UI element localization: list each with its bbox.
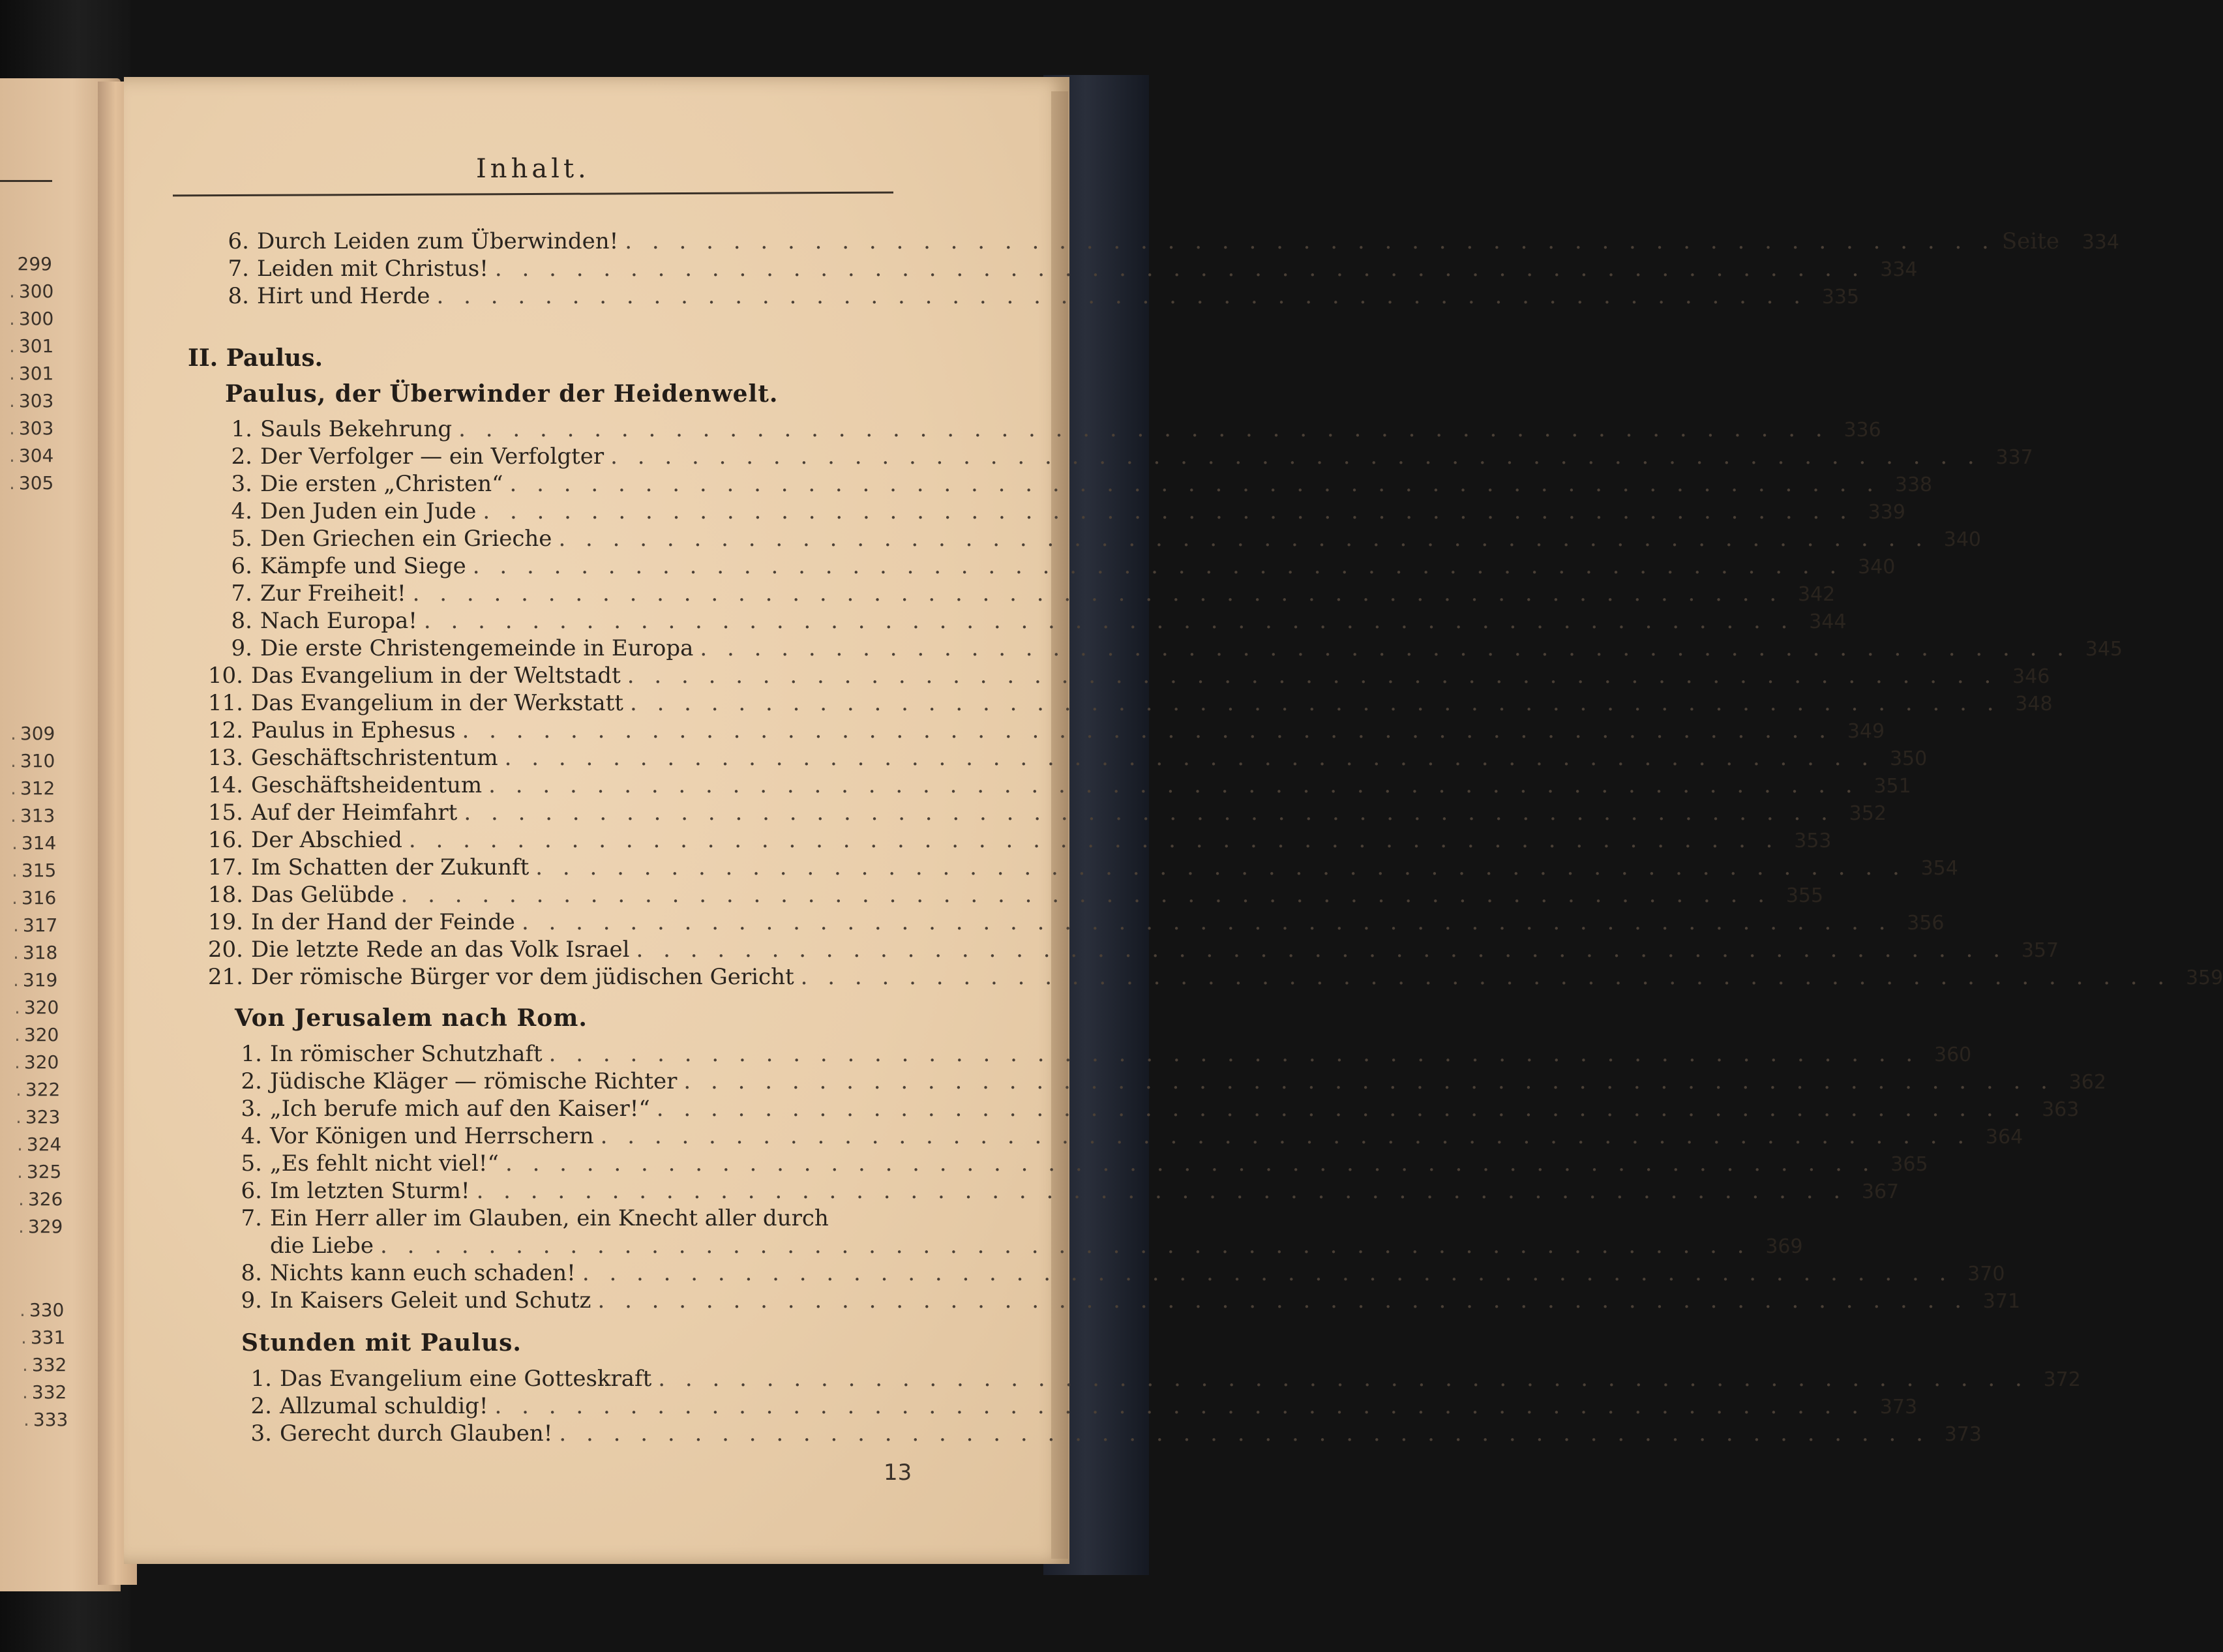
entry-title: Nach Europa!: [260, 608, 417, 634]
leader-dots: . . . . . . . . . . . . . . . . . . . . . . . . . . . . . . . . . . . . . . . . . . . . . . . . . . .: [505, 1150, 1876, 1177]
left-page-number-text: 325: [26, 1161, 62, 1182]
toc-entry: [212, 498, 1905, 527]
entry-number: 2.: [231, 443, 252, 470]
leader-dots: . . . . . . . . . . . . . . . . . . . . . . . . . . . . . . . . . . . . . . . . . . . . . . . . . . .: [504, 745, 1875, 771]
entry-title: Der Verfolger — ein Verfolgter: [260, 443, 604, 470]
toc-entry: [222, 1150, 1928, 1179]
entry-number: 11.: [207, 690, 243, 716]
leader-dot: .: [12, 887, 18, 909]
leader-dots: . . . . . . . . . . . . . . . . . . . . . . . . . . . . . . . . . . . . . . . . . . . . . . . . . . .: [476, 1178, 1847, 1204]
entry-title: Jüdische Kläger — römische Richter: [270, 1068, 678, 1094]
leader-dot: .: [14, 997, 20, 1018]
entry-title: Geschäftschristentum: [251, 745, 498, 771]
entry-page: 362: [2068, 1071, 2106, 1094]
left-page-number-text: 315: [21, 860, 57, 881]
left-page-number-text: 319: [22, 969, 58, 991]
leader-dot: .: [9, 472, 15, 494]
leader-dots: . . . . . . . . . . . . . . . . . . . . . . . . . . . . . . . . . . . . . . . . . . . . . . . . . . .: [509, 471, 1881, 497]
left-page-number-text: 300: [18, 280, 54, 302]
entry-page: 363: [2042, 1098, 2080, 1121]
toc-entry: [203, 854, 1958, 883]
entry-number: 10.: [207, 663, 243, 689]
leader-dot: .: [14, 1024, 20, 1045]
toc-entry: [212, 416, 1881, 445]
entry-number: 20.: [207, 937, 243, 963]
left-page-number-text: 310: [20, 750, 55, 772]
leader-dot: .: [13, 942, 19, 963]
entry-title: Die erste Christengemeinde in Europa: [260, 635, 694, 661]
leader-dot: .: [9, 335, 15, 357]
entry-page: 338: [1894, 473, 1933, 496]
left-page-number-text: 313: [20, 805, 55, 826]
leader-dot: .: [17, 1134, 23, 1155]
entry-title: Leiden mit Christus!: [257, 256, 488, 282]
leader-dots: . . . . . . . . . . . . . . . . . . . . . . . . . . . . . . . . . . . . . . . . . . . . . . . . . . .: [472, 553, 1843, 579]
leader-dot: .: [13, 914, 19, 936]
leader-dot: .: [12, 860, 18, 881]
leader-dot: .: [9, 390, 15, 412]
leader-dots: . . . . . . . . . . . . . . . . . . . . . . . . . . . . . . . . . . . . . . . . . . . . . . . . . . .: [494, 256, 1866, 282]
leader-dots: . . . . . . . . . . . . . . . . . . . . . . . . . . . . . . . . . . . . . . . . . . . . . . . . . . .: [629, 690, 2001, 716]
leader-dot: .: [16, 1106, 22, 1128]
leader-dots: . . . . . . . . . . . . . . . . . . . . . . . . . . . . . . . . . . . . . . . . . . . . . . . . . . .: [462, 717, 1833, 743]
toc-entry: [203, 800, 1887, 828]
entry-page: 349: [1847, 720, 1885, 743]
running-head: Inhalt.: [476, 154, 590, 184]
entry-number: 3.: [250, 1420, 272, 1447]
left-page-number-text: 326: [27, 1188, 63, 1210]
left-page-number-text: 320: [23, 1024, 59, 1045]
entry-page: 350: [1889, 747, 1928, 770]
entry-page: 373: [1879, 1396, 1918, 1419]
entry-title: In römischer Schutzhaft: [270, 1041, 543, 1067]
leader-dots: . . . . . . . . . . . . . . . . . . . . . . . . . . . . . . . . . . . . . . . . . . . . . . . . . . .: [582, 1260, 1953, 1286]
entry-page: 337: [1995, 446, 2033, 469]
entry-page: 367: [1861, 1180, 1900, 1203]
entry-title: In Kaisers Geleit und Schutz: [270, 1287, 591, 1314]
entry-number: 8.: [228, 283, 249, 309]
toc-entry: [203, 937, 2059, 965]
entry-number: 14.: [207, 772, 243, 798]
entry-page: 373: [1944, 1423, 1982, 1446]
leader-dots: . . . . . . . . . . . . . . . . . . . . . . . . . . . . . . . . . . . . . . . . . . . . . . . . . . .: [625, 228, 1995, 254]
entry-title: Zur Freiheit!: [260, 580, 406, 607]
left-page-number-text: 324: [26, 1134, 62, 1155]
entry-page: 371: [1982, 1290, 2021, 1313]
toc-entry: [209, 256, 1918, 284]
leader-dot: .: [10, 777, 16, 799]
toc-entry: [231, 1420, 1982, 1449]
entry-page: 335: [1821, 286, 1860, 308]
entry-title: Paulus in Ephesus: [251, 717, 456, 743]
left-page-number-text: 329: [27, 1216, 63, 1237]
entry-number: 3.: [231, 471, 252, 497]
toc-entry: [203, 663, 2050, 691]
toc-entry: [203, 964, 2223, 993]
entry-title: Auf der Heimfahrt: [251, 800, 458, 826]
leader-dots: . . . . . . . . . . . . . . . . . . . . . . . . . . . . . . . . . . . . . . . . . . . . . . . . . . .: [400, 882, 1772, 908]
entry-title: Sauls Bekehrung: [260, 416, 453, 442]
entry-number: 19.: [207, 909, 243, 935]
leader-dots: . . . . . . . . . . . . . . . . . . . . . . . . . . . . . . . . . . . . . . . . . . . . . . . . . . .: [600, 1123, 1971, 1149]
leader-dots: . . . . . . . . . . . . . . . . . . . . . . . . . . . . . . . . . . . . . . . . . . . . . . . . . . .: [683, 1068, 2054, 1094]
entry-title: „Ich berufe mich auf den Kaiser!“: [270, 1096, 650, 1122]
leader-dots: . . . . . . . . . . . . . . . . . . . . . . . . . . . . . . . . . . . . . . . . . . . . . . . . . . .: [597, 1287, 1969, 1314]
toc-entry: [222, 1068, 2106, 1097]
entry-page: 342: [1797, 583, 1836, 606]
entry-page: 365: [1890, 1153, 1928, 1176]
entry-number: 12.: [207, 717, 243, 743]
entry-page: 344: [1809, 610, 1847, 633]
left-page-number-text: 320: [23, 1051, 59, 1073]
left-page-number-text: 304: [18, 445, 54, 466]
leader-dots: . . . . . . . . . . . . . . . . . . . . . . . . . . . . . . . . . . . . . . . . . . . . . . . . . . .: [535, 854, 1906, 880]
entry-page: 364: [1985, 1126, 2023, 1149]
entry-number: 18.: [207, 882, 243, 908]
leader-dots: . . . . . . . . . . . . . . . . . . . . . . . . . . . . . . . . . . . . . . . . . . . . . . . . . . .: [656, 1096, 2027, 1122]
entry-number: 7.: [241, 1205, 262, 1231]
leader-dots: . . . . . . . . . . . . . . . . . . . . . . . . . . . . . . . . . . . . . . . . . . . . . . . . . . .: [548, 1041, 1920, 1067]
entry-page: 339: [1868, 501, 1905, 524]
entry-number: 6.: [228, 228, 249, 254]
left-page-number-text: 312: [20, 777, 55, 799]
toc-entry: [212, 635, 2123, 664]
page-number: 13: [884, 1460, 912, 1486]
entry-page: 356: [1907, 912, 1945, 935]
entry-number: 17.: [207, 854, 243, 880]
entry-number: 5.: [231, 526, 252, 552]
seite-label: Seite: [2001, 228, 2059, 254]
leader-dot: .: [14, 1051, 20, 1073]
entry-title: Hirt und Herde: [257, 283, 430, 309]
entry-number: 1.: [231, 416, 252, 442]
entry-title: die Liebe: [270, 1233, 374, 1259]
left-page-number-text: 305: [18, 472, 54, 494]
leader-dots: . . . . . . . . . . . . . . . . . . . . . . . . . . . . . . . . . . . . . . . . . . . . . . . . . . .: [464, 800, 1834, 826]
left-page-number-text: 314: [21, 832, 57, 854]
entry-page: 340: [1858, 556, 1896, 578]
toc-entry: [212, 580, 1836, 609]
entry-page: 360: [1933, 1044, 1972, 1066]
left-page-number-text: 330: [29, 1299, 65, 1321]
leader-dots: . . . . . . . . . . . . . . . . . . . . . . . . . . . . . . . . . . . . . . . . . . . . . . . . . . .: [658, 1366, 2029, 1392]
left-page-number-text: 303: [18, 417, 54, 439]
entry-number: 21.: [207, 964, 243, 990]
leader-dots: . . . . . . . . . . . . . . . . . . . . . . . . . . . . . . . . . . . . . . . . . . . . . . . . . . .: [636, 937, 2007, 963]
toc-entry: [203, 717, 1885, 746]
leader-dots: . . . . . . . . . . . . . . . . . . . . . . . . . . . . . . . . . . . . . . . . . . . . . . . . . . .: [627, 663, 1998, 689]
leader-dot: .: [10, 750, 16, 772]
entry-title: Geschäftsheidentum: [251, 772, 483, 798]
toc-entry: [209, 228, 2119, 257]
entry-number: 13.: [207, 745, 243, 771]
left-page-number-text: 301: [18, 335, 54, 357]
entry-title: Den Juden ein Jude: [260, 498, 477, 524]
left-page-number-text: 318: [22, 942, 58, 963]
leader-dots: . . . . . . . . . . . . . . . . . . . . . . . . . . . . . . . . . . . . . . . . . . . . . . . . . . .: [380, 1233, 1751, 1259]
left-page-number-text: 301: [18, 363, 54, 384]
toc-entry: [222, 1041, 1972, 1070]
entry-page: 346: [2012, 665, 2050, 688]
toc-entry: [222, 1233, 1803, 1261]
toc-entry: [222, 1178, 1900, 1207]
toc-entry: [212, 471, 1933, 500]
entry-title: Das Evangelium eine Gotteskraft: [280, 1366, 652, 1392]
left-page-number-text: 316: [21, 887, 57, 909]
section-title: Von Jerusalem nach Rom.: [235, 1004, 588, 1032]
entry-page: 334: [1880, 258, 1918, 281]
leader-dots: . . . . . . . . . . . . . . . . . . . . . . . . . . . . . . . . . . . . . . . . . . . . . . . . . . .: [488, 772, 1859, 798]
part-title: II. Paulus.: [188, 344, 323, 372]
leader-dots: . . . . . . . . . . . . . . . . . . . . . . . . . . . . . . . . . . . . . . . . . . . . . . . . . . .: [800, 964, 2171, 990]
entry-page: 334: [2081, 231, 2119, 254]
entry-title: Im letzten Sturm!: [270, 1178, 470, 1204]
leader-dots: . . . . . . . . . . . . . . . . . . . . . . . . . . . . . . . . . . . . . . . . . . . . . . . . . . .: [558, 526, 1930, 552]
leader-dot: .: [23, 1409, 29, 1430]
leader-dot: .: [21, 1327, 27, 1348]
toc-entry: [222, 1096, 2080, 1124]
left-page-number-text: 300: [18, 308, 54, 329]
toc-entry: [231, 1366, 2081, 1394]
entry-title: „Es fehlt nicht viel!“: [270, 1150, 499, 1177]
entry-number: 9.: [231, 635, 252, 661]
entry-page: 336: [1843, 419, 1881, 442]
entry-number: 8.: [231, 608, 252, 634]
entry-page: 340: [1943, 528, 1982, 551]
entry-number: 9.: [241, 1287, 262, 1314]
entry-number: 7.: [228, 256, 249, 282]
entry-number: 3.: [241, 1096, 262, 1122]
leader-dot: .: [9, 280, 15, 302]
leader-dots: . . . . . . . . . . . . . . . . . . . . . . . . . . . . . . . . . . . . . . . . . . . . . . . . . . .: [436, 283, 1808, 309]
entry-title: Allzumal schuldig!: [280, 1393, 488, 1419]
entry-page: 370: [1967, 1263, 2005, 1285]
leader-dots: . . . . . . . . . . . . . . . . . . . . . . . . . . . . . . . . . . . . . . . . . . . . . . . . . . .: [483, 498, 1853, 524]
toc-entry: [212, 526, 1982, 554]
leader-dots: . . . . . . . . . . . . . . . . . . . . . . . . . . . . . . . . . . . . . . . . . . . . . . . . . . .: [700, 635, 2070, 661]
leader-dots: . . . . . . . . . . . . . . . . . . . . . . . . . . . . . . . . . . . . . . . . . . . . . . . . . . .: [559, 1420, 1930, 1447]
left-page-number-text: 323: [25, 1106, 61, 1128]
entry-title: Vor Königen und Herrschern: [270, 1123, 594, 1149]
left-page-number-text: 322: [25, 1079, 61, 1100]
left-page-number-text: 332: [31, 1381, 67, 1403]
entry-title: Ein Herr aller im Glauben, ein Knecht aller durch: [270, 1205, 829, 1231]
entry-title: Gerecht durch Glauben!: [280, 1420, 553, 1447]
toc-entry: [231, 1393, 1918, 1422]
toc-entry: [222, 1123, 2023, 1152]
leader-dots: . . . . . . . . . . . . . . . . . . . . . . . . . . . . . . . . . . . . . . . . . . . . . . . . . . .: [423, 608, 1795, 634]
entry-title: Das Evangelium in der Werkstatt: [251, 690, 623, 716]
section-title: Paulus, der Überwinder der Heidenwelt.: [225, 380, 779, 408]
entry-number: 2.: [250, 1393, 272, 1419]
leader-dot: .: [9, 445, 15, 466]
entry-number: 2.: [241, 1068, 262, 1094]
toc-entry: [203, 882, 1824, 910]
section-title: Stunden mit Paulus.: [241, 1329, 522, 1357]
entry-number: 1.: [241, 1041, 262, 1067]
entry-page: 345: [2085, 638, 2123, 661]
leader-dot: .: [22, 1381, 28, 1403]
leader-dots: . . . . . . . . . . . . . . . . . . . . . . . . . . . . . . . . . . . . . . . . . . . . . . . . . . .: [521, 909, 1892, 935]
toc-entry: [209, 283, 1860, 312]
left-page-number-text: 309: [20, 723, 55, 744]
leader-dots: . . . . . . . . . . . . . . . . . . . . . . . . . . . . . . . . . . . . . . . . . . . . . . . . . . .: [458, 416, 1829, 442]
leader-dot: .: [16, 1079, 22, 1100]
entry-page: 355: [1785, 884, 1824, 907]
leader-dots: . . . . . . . . . . . . . . . . . . . . . . . . . . . . . . . . . . . . . . . . . . . . . . . . . . .: [610, 443, 1981, 470]
entry-title: Kämpfe und Siege: [260, 553, 466, 579]
toc-entry: [222, 1287, 2021, 1316]
leader-dot: .: [18, 1188, 24, 1210]
toc-entry: [203, 909, 1945, 938]
left-page-number-text: 303: [18, 390, 54, 412]
entry-title: In der Hand der Feinde: [251, 909, 515, 935]
left-page-number-text: 299: [17, 253, 52, 275]
leader-dot: .: [17, 1161, 23, 1182]
toc-entry: [212, 553, 1896, 582]
entry-title: Der Abschied: [251, 827, 402, 853]
entry-page: 354: [1920, 857, 1958, 880]
leader-dot: .: [13, 969, 19, 991]
left-page-number-text: 332: [31, 1354, 67, 1375]
entry-title: Das Gelübde: [251, 882, 395, 908]
leader-dot: .: [9, 363, 15, 384]
entry-number: 8.: [241, 1260, 262, 1286]
entry-number: 6.: [241, 1178, 262, 1204]
entry-title: Im Schatten der Zukunft: [251, 854, 530, 880]
entry-number: 7.: [231, 580, 252, 607]
entry-number: 15.: [207, 800, 243, 826]
toc-entry: [222, 1205, 910, 1234]
toc-entry: [203, 772, 1911, 801]
entry-number: 4.: [231, 498, 252, 524]
entry-title: Das Evangelium in der Weltstadt: [251, 663, 621, 689]
entry-page: 348: [2015, 693, 2053, 715]
leader-dot: .: [12, 832, 18, 854]
entry-title: Der römische Bürger vor dem jüdischen Gericht: [251, 964, 794, 990]
toc-entry: [212, 443, 2033, 472]
entry-title: Die ersten „Christen“: [260, 471, 503, 497]
entry-number: 1.: [250, 1366, 272, 1392]
left-page-number-text: 320: [23, 997, 59, 1018]
entry-page: 357: [2021, 939, 2059, 962]
toc-entry: [222, 1260, 2005, 1289]
leader-dot: .: [10, 805, 16, 826]
entry-number: 4.: [241, 1123, 262, 1149]
left-page-number-text: 333: [33, 1409, 68, 1430]
entry-title: Durch Leiden zum Überwinden!: [257, 228, 619, 254]
left-page-number-text: 317: [22, 914, 58, 936]
leader-dot: .: [9, 308, 15, 329]
left-page-number-text: 331: [30, 1327, 66, 1348]
leader-dot: .: [20, 1299, 25, 1321]
entry-page: 359: [2185, 967, 2223, 989]
entry-number: 5.: [241, 1150, 262, 1177]
entry-number: 16.: [207, 827, 243, 853]
leader-dots: . . . . . . . . . . . . . . . . . . . . . . . . . . . . . . . . . . . . . . . . . . . . . . . . . . .: [412, 580, 1783, 607]
entry-page: 353: [1794, 830, 1832, 852]
entry-page: 369: [1765, 1235, 1803, 1258]
entry-page: 352: [1849, 802, 1887, 825]
entry-title: Nichts kann euch schaden!: [270, 1260, 576, 1286]
entry-page: 351: [1873, 775, 1911, 798]
toc-entry: [212, 608, 1847, 637]
leader-dot: .: [18, 1216, 24, 1237]
leader-dots: . . . . . . . . . . . . . . . . . . . . . . . . . . . . . . . . . . . . . . . . . . . . . . . . . . .: [408, 827, 1780, 853]
entry-number: 6.: [231, 553, 252, 579]
entry-page: 372: [2043, 1368, 2081, 1391]
leader-dot: .: [22, 1354, 28, 1375]
toc-entry: [203, 690, 2053, 719]
toc-entry: [203, 745, 1928, 773]
leader-dots: . . . . . . . . . . . . . . . . . . . . . . . . . . . . . . . . . . . . . . . . . . . . . . . . . . .: [494, 1393, 1866, 1419]
entry-title: Die letzte Rede an das Volk Israel: [251, 937, 630, 963]
leader-dot: .: [9, 417, 15, 439]
leader-dot: .: [10, 723, 16, 744]
entry-title: Den Griechen ein Grieche: [260, 526, 552, 552]
toc-entry: [203, 827, 1832, 856]
